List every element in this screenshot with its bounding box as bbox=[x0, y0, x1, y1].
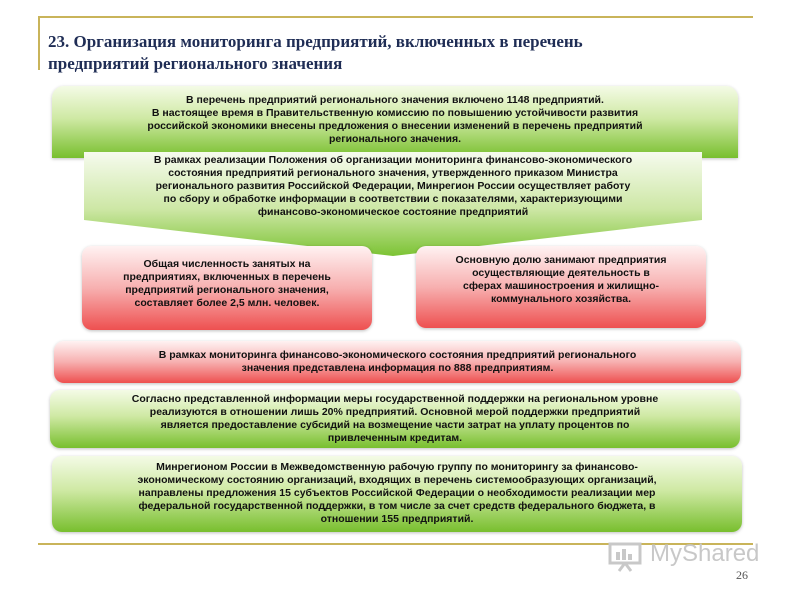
monitoring-box bbox=[54, 341, 741, 383]
industry-line: Основную долю занимают предприятия bbox=[455, 254, 667, 266]
top-box-line: регионального значения. bbox=[328, 133, 462, 145]
presentation-board-icon bbox=[607, 540, 643, 572]
support-line: реализуются в отношении лишь 20% предприятий. Основной мерой поддержки предприятий bbox=[149, 406, 641, 418]
working-group-line: отношении 155 предприятий. bbox=[320, 513, 474, 525]
working-group-box bbox=[52, 456, 742, 532]
employment-line: предприятий регионального значения, bbox=[125, 284, 329, 296]
slide-title-line-1: 23. Организация мониторинга предприятий, включенных в перечень bbox=[48, 32, 583, 51]
employment-line: составляет более 2,5 млн. человек. bbox=[134, 297, 320, 309]
support-line: привлеченным кредитам. bbox=[327, 432, 463, 444]
industry-line: коммунального хозяйства. bbox=[491, 293, 631, 305]
working-group-line: Минрегионом России в Межведомственную рабочую группу по мониторингу за финансово- bbox=[156, 461, 638, 473]
working-group-line: направлены предложения 15 субъектов Российской Федерации о необходимости реализации мер bbox=[138, 487, 656, 499]
funnel-text-box bbox=[84, 154, 702, 224]
myshared-logo-text: MyShared bbox=[650, 540, 760, 567]
funnel-line: В рамках реализации Положения об организации мониторинга финансово-экономического bbox=[153, 154, 633, 166]
monitoring-line: значения представлена информация по 888 предприятиям. bbox=[241, 362, 554, 374]
frame-left-line bbox=[38, 16, 40, 70]
monitoring-line: В рамках мониторинга финансово-экономического состояния предприятий регионального bbox=[158, 349, 637, 361]
working-group-line: федеральной государственной поддержки, в том числе за счет средств федерального бюджета, в bbox=[138, 500, 656, 512]
working-group-line: экономическому состоянию организаций, входящих в перечень системообразующих организаций, bbox=[137, 474, 657, 486]
funnel-line: финансово-экономическое состояние предприятий bbox=[257, 206, 529, 218]
top-box-line: российской экономики внесены предложения о внесении изменений в перечень предприятий bbox=[147, 120, 643, 132]
funnel-line: по сбору и обработке информации в соответствии с показателями, характеризующими bbox=[163, 193, 623, 205]
support-line: Согласно представленной информации меры государственной поддержки на региональном уровне bbox=[131, 393, 659, 405]
frame-bottom-line bbox=[38, 543, 753, 545]
page-number: 26 bbox=[736, 568, 748, 582]
frame-top-line bbox=[38, 16, 753, 18]
funnel-line: регионального развития Российской Федерации, Минрегион России осуществляет работу bbox=[155, 180, 631, 192]
top-box-line: В перечень предприятий регионального значения включено 1148 предприятий. bbox=[186, 94, 604, 106]
employment-line: Общая численность занятых на bbox=[143, 258, 311, 270]
slide-title bbox=[48, 31, 748, 75]
slide-title-line-2: предприятий регионального значения bbox=[48, 54, 343, 73]
support-line: является предоставление субсидий на возмещение части затрат на уплату процентов по bbox=[160, 419, 630, 431]
support-box bbox=[50, 390, 740, 448]
industry-line: осуществляющие деятельность в bbox=[472, 267, 650, 279]
industry-box bbox=[416, 246, 706, 328]
top-info-box bbox=[52, 86, 738, 158]
employment-box bbox=[82, 246, 372, 330]
funnel-line: состояния предприятий регионального значения, утвержденного приказом Министра bbox=[168, 167, 618, 179]
industry-line: сферах машиностроения и жилищно- bbox=[462, 280, 660, 292]
top-box-line: В настоящее время в Правительственную комиссию по повышению устойчивости развития bbox=[151, 107, 639, 119]
employment-line: предприятиях, включенных в перечень bbox=[123, 271, 331, 283]
